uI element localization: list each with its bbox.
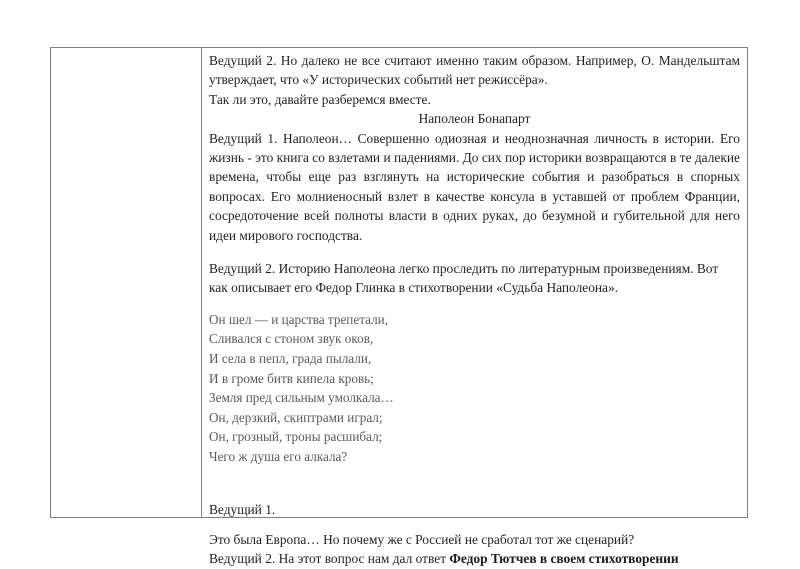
poem-block [209, 310, 740, 467]
poem-line: Земля пред сильным умолкала… [209, 390, 394, 406]
glinka-intro-paragraph: Ведущий 2. Историю Наполеона легко проследить по литературным произведениям. Вот как описывает его Федор Глинка в стихотворении «Судьба Наполеона». [209, 261, 719, 296]
section-heading-napoleon: Наполеон Бонапарт [418, 111, 531, 127]
tyutchev-line-prefix: Ведущий 2. На этот вопрос нам дал ответ [209, 551, 450, 567]
poem-line: Сливался с стоном звук оков, [209, 331, 374, 347]
table-cell-left-empty [51, 48, 202, 518]
left-cell-content [51, 48, 201, 517]
table-row [51, 48, 748, 518]
intro-followup-line: Так ли это, давайте разберемся вместе. [209, 91, 431, 107]
poem-line: Он, дерзкий, скиптрами играл; [209, 409, 383, 425]
europe-question-line: Это была Европа… Но почему же с Россией не сработал тот же сценарий? [209, 532, 635, 548]
tyutchev-line-bold: Федор Тютчев в своем стихотворении [449, 551, 679, 567]
poem-line: Он шел — и царства трепетали, [209, 311, 389, 327]
intro-paragraph: Ведущий 2. Но далеко не все считают именно таким образом. Например, О. Мандельштам утверждает, что «У исторических событий нет режиссёра». [209, 53, 740, 88]
body-cell-content [202, 48, 747, 567]
poem-line: Чего ж душа его алкала? [209, 449, 348, 465]
poem-line: И в громе битв кипела кровь; [209, 370, 374, 386]
poem-line: И села в пепл, града пылали, [209, 351, 372, 367]
table-cell-body [202, 48, 748, 567]
napoleon-paragraph: Ведущий 1. Наполеон… Совершенно одиозная и неоднозначная личность в истории. Его жизнь - это книга со взлетами и падениями. До сих пор историки возвращаются в те далекие времена, чтобы еще раз взглянуть на исторические события и разобраться в спорных вопросах. Его молниеносный взлет в качестве консула в уставшей от проблем Франции, сосредоточение всей полноты власти в одних руках, до безумной и губительной для него идеи мирового господства. [209, 130, 740, 243]
host-one-label: Ведущий 1. [209, 501, 276, 517]
tyutchev-line [209, 549, 740, 568]
document-table [50, 47, 748, 567]
poem-line: Он, грозный, троны расшибал; [209, 429, 383, 445]
